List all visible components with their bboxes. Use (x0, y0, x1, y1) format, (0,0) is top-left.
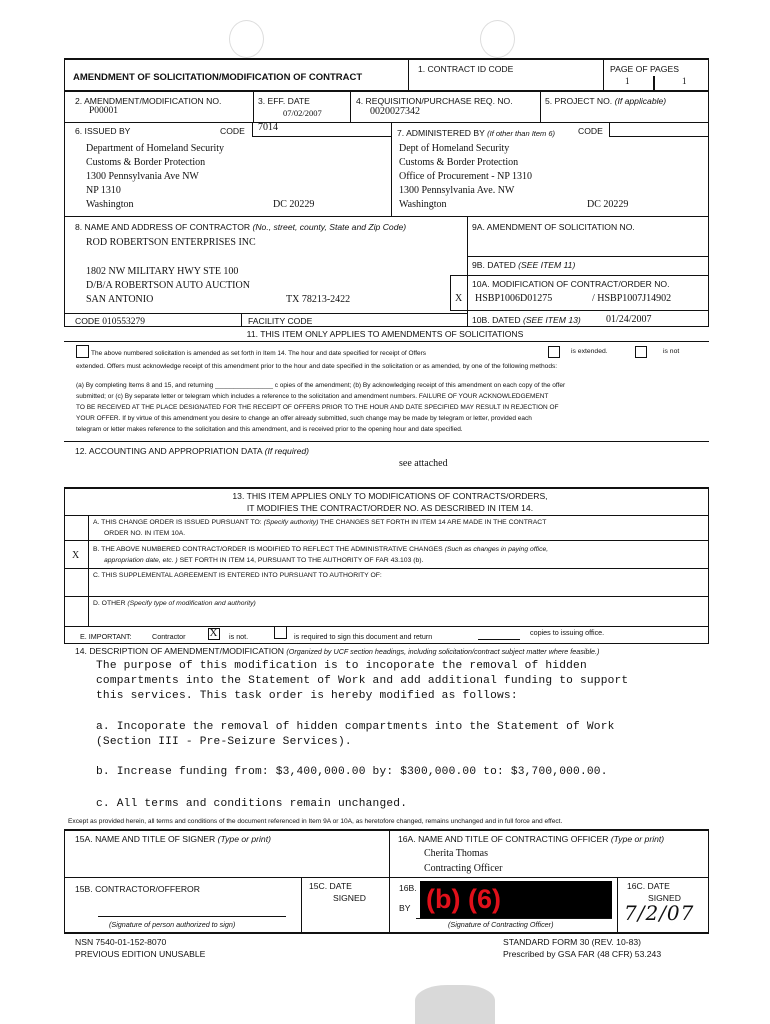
block13-title2: IT MODIFIES THE CONTRACT/ORDER NO. AS DESCRIBED IN ITEM 14. (246, 503, 534, 513)
important-is-not: is not. (229, 632, 249, 641)
block7-address-line5: Washington (399, 199, 447, 210)
block6-address-line3: 1300 Pennsylvania Ave NW (86, 171, 199, 182)
block14-line-6: b. Increase funding from: $3,400,000.00 by: $300,000.00 to: $3,700,000.00. (96, 766, 608, 778)
important-contractor: Contractor (152, 632, 186, 641)
redaction-box: (b) (6) (420, 881, 612, 919)
block13-b-check: X (72, 550, 80, 561)
block10b-value: 01/24/2007 (606, 314, 652, 325)
block12-label: 12. ACCOUNTING AND APPROPRIATION DATA (If required) (75, 446, 310, 456)
block14-line-5: (Section III - Pre-Seizure Services). (96, 736, 352, 748)
block13-a-line1: A. THIS CHANGE ORDER IS ISSUED PURSUANT TO: (Specify authority) THE CHANGES SET FORTH IN ITEM 14 ARE MADE IN THE CONTRACT (93, 519, 547, 526)
block16b-signature-line (416, 918, 612, 919)
footer-nsn: NSN 7540-01-152-8070 (75, 937, 167, 947)
block14-line-2: compartments into the Statement of Work and add additional funding to support (96, 675, 629, 687)
block6-label: 6. ISSUED BY (75, 126, 131, 136)
block11-line1: The above numbered solicitation is amended as set forth in Item 14. The hour and date specified for receipt of Offers (91, 350, 427, 357)
block11-para-4: YOUR OFFER. If by virtue of this amendment you desire to change an offer already submitted, such change may be made by telegram or letter, provided each (76, 415, 532, 422)
page-label: PAGE OF PAGES (610, 64, 679, 74)
block16b-by: BY (399, 903, 411, 913)
block11-checkbox-not-extended[interactable] (635, 346, 647, 358)
block8-name: ROD ROBERTSON ENTERPRISES INC (86, 237, 256, 248)
block13-d: D. OTHER (Specify type of modification and authority) (93, 600, 256, 607)
block11-checkbox-amended[interactable] (76, 345, 89, 358)
block4-value: 0020027342 (370, 106, 420, 117)
block16c-signed: SIGNED (648, 893, 681, 903)
block11-para-5: telegram or letter makes reference to the solicitation and this amendment, and is received prior to the opening hour and date specified. (76, 426, 463, 433)
block6-code-value: 7014 (258, 122, 278, 133)
block6-address-line2: Customs & Border Protection (86, 157, 206, 168)
page-current: 1 (625, 76, 630, 86)
block3-value: 07/02/2007 (283, 108, 322, 118)
block14-line-3: this services. This task order is hereby modified as follows: (96, 690, 518, 702)
block16b-signature-caption: (Signature of Contracting Officer) (448, 920, 554, 929)
block11-is-not: is not (663, 348, 680, 355)
block8-state-zip: TX 78213-2422 (286, 294, 351, 305)
block14-line-1: The purpose of this modification is to incoporate the removal of hidden (96, 660, 587, 672)
block13-a-line2: ORDER NO. IN ITEM 10A. (104, 530, 186, 537)
block3-label: 3. EFF. DATE (258, 96, 310, 106)
block16c-label: 16C. DATE (627, 881, 670, 891)
block13-title1: 13. THIS ITEM APPLIES ONLY TO MODIFICATIONS OF CONTRACTS/ORDERS, (232, 491, 548, 501)
block11-checkbox-extended[interactable] (548, 346, 560, 358)
important-is-required: is required to sign this document and return (294, 632, 433, 641)
block8-address-line2: D/B/A ROBERTSON AUTO AUCTION (86, 280, 250, 291)
block7-code-label: CODE (578, 126, 603, 136)
block15a-label: 15A. NAME AND TITLE OF SIGNER (Type or print) (75, 834, 271, 844)
scan-smudge (415, 985, 495, 1024)
block8-address-line3: SAN ANTONIO (86, 294, 154, 305)
block7-address-line1: Dept of Homeland Security (399, 143, 510, 154)
block16a-label: 16A. NAME AND TITLE OF CONTRACTING OFFICER (Type or print) (398, 834, 665, 844)
block6-state-zip: DC 20229 (273, 199, 315, 210)
block7-label: 7. ADMINISTERED BY (If other than Item 6) (397, 128, 556, 138)
block4-label: 4. REQUISITION/PURCHASE REQ. NO. (356, 96, 513, 106)
important-copies-blank (478, 639, 520, 640)
block16c-handwritten-date: 7/2/07 (624, 901, 695, 925)
block14-except: Except as provided herein, all terms and conditions of the document referenced in Item 9A or 10A, as heretofore changed, remains unchanged and in full force and effect. (68, 818, 563, 825)
important-label: E. IMPORTANT: (80, 632, 132, 641)
page-total: 1 (682, 76, 687, 86)
block15c-signed: SIGNED (333, 893, 366, 903)
footer-prescribed: Prescribed by GSA FAR (48 CFR) 53.243 (503, 949, 662, 959)
block16a-title: Contracting Officer (424, 863, 503, 874)
block11-is-extended: is extended. (571, 348, 608, 355)
important-checkbox-is-required[interactable] (274, 626, 287, 639)
contract-id-label: 1. CONTRACT ID CODE (418, 64, 514, 74)
block8-facility-code: FACILITY CODE (248, 316, 313, 326)
block16a-name: Cherita Thomas (424, 848, 488, 859)
block7-address-line4: 1300 Pennsylvania Ave. NW (399, 185, 515, 196)
block10a-check: X (455, 293, 463, 304)
footer-standard-form: STANDARD FORM 30 (REV. 10-83) (503, 937, 642, 947)
block15b-signature-line (98, 916, 286, 917)
block14-line-7: c. All terms and conditions remain unchanged. (96, 798, 408, 810)
block8-address-line1: 1802 NW MILITARY HWY STE 100 (86, 266, 239, 277)
block10a-value: HSBP1006D01275 (475, 293, 553, 304)
block5-label: 5. PROJECT NO. (If applicable) (545, 96, 667, 106)
block7-state-zip: DC 20229 (587, 199, 629, 210)
block11-line2: extended. Offers must acknowledge receipt of this amendment prior to the hour and date specified in the solicitation or as amended, by one of the following methods: (76, 363, 558, 370)
block11-para-2: submitted; or (c) By separate letter or telegram which includes a reference to the solicitation and amendment numbers. FAILURE OF YOUR ACKNOWLEDGEMENT (76, 393, 549, 400)
important-check-mark: X (209, 627, 218, 639)
block15b-label: 15B. CONTRACTOR/OFFEROR (75, 884, 200, 894)
block9a-label: 9A. AMENDMENT OF SOLICITATION NO. (472, 222, 635, 232)
block14-line-4: a. Incoporate the removal of hidden compartments into the Statement of Work (96, 721, 615, 733)
block13-b-line1: B. THE ABOVE NUMBERED CONTRACT/ORDER IS MODIFIED TO REFLECT THE ADMINISTRATIVE CHANGES (Such as changes in paying office, (93, 546, 549, 553)
block15c-label: 15C. DATE (309, 881, 352, 891)
important-copies: copies to issuing office. (530, 628, 605, 637)
block8-code-label: CODE 010553279 (75, 316, 145, 327)
footer-previous-edition: PREVIOUS EDITION UNUSABLE (75, 949, 206, 959)
punch-hole-left (229, 20, 264, 58)
block11-para-1: (a) By completing Items 8 and 15, and returning ________________ c opies of the amendment; (b) By acknowledging receipt of this amendment on each copy of the offer (76, 382, 566, 389)
block7-code-box (609, 122, 709, 137)
block9b-label: 9B. DATED (SEE ITEM 11) (472, 260, 576, 270)
block12-value: see attached (399, 458, 448, 469)
block6-code-label: CODE (220, 126, 245, 136)
block15b-signature-caption: (Signature of person authorized to sign) (109, 920, 236, 929)
block13-c: C. THIS SUPPLEMENTAL AGREEMENT IS ENTERED INTO PURSUANT TO AUTHORITY OF: (93, 572, 382, 579)
block11-title: 11. THIS ITEM ONLY APPLIES TO AMENDMENTS OF SOLICITATIONS (246, 329, 524, 339)
block2-label: 2. AMENDMENT/MODIFICATION NO. (75, 96, 222, 106)
block6-address-line5: Washington (86, 199, 134, 210)
block10a-label: 10A. MODIFICATION OF CONTRACT/ORDER NO. (472, 279, 670, 289)
block6-address-line1: Department of Homeland Security (86, 143, 225, 154)
block8-label: 8. NAME AND ADDRESS OF CONTRACTOR (No., street, county, State and Zip Code) (75, 222, 407, 232)
block13-b-line2: appropriation date, etc. ) SET FORTH IN ITEM 14, PURSUANT TO THE AUTHORITY OF FAR 43.103 (b). (104, 557, 424, 564)
block6-address-line4: NP 1310 (86, 185, 121, 196)
block11-para-3: TO BE RECEIVED AT THE PLACE DESIGNATED FOR THE RECEIPT OF OFFERS PRIOR TO THE HOUR AND DATE SPECIFIED MAY RESULT IN REJECTION OF (76, 404, 559, 411)
block7-address-line3: Office of Procurement - NP 1310 (399, 171, 533, 182)
block16b-label: 16B. (399, 883, 417, 893)
block10a-value2: / HSBP1007J14902 (592, 293, 672, 304)
block2-value: P00001 (89, 106, 119, 116)
block10b-label: 10B. DATED (SEE ITEM 13) (472, 315, 581, 325)
form-title: AMENDMENT OF SOLICITATION/MODIFICATION OF CONTRACT (73, 72, 363, 83)
block14-label: 14. DESCRIPTION OF AMENDMENT/MODIFICATION (Organized by UCF section headings, including solicitation/contract subject matter where feasible.) (75, 646, 600, 656)
block7-address-line2: Customs & Border Protection (399, 157, 519, 168)
punch-hole-right (480, 20, 515, 58)
